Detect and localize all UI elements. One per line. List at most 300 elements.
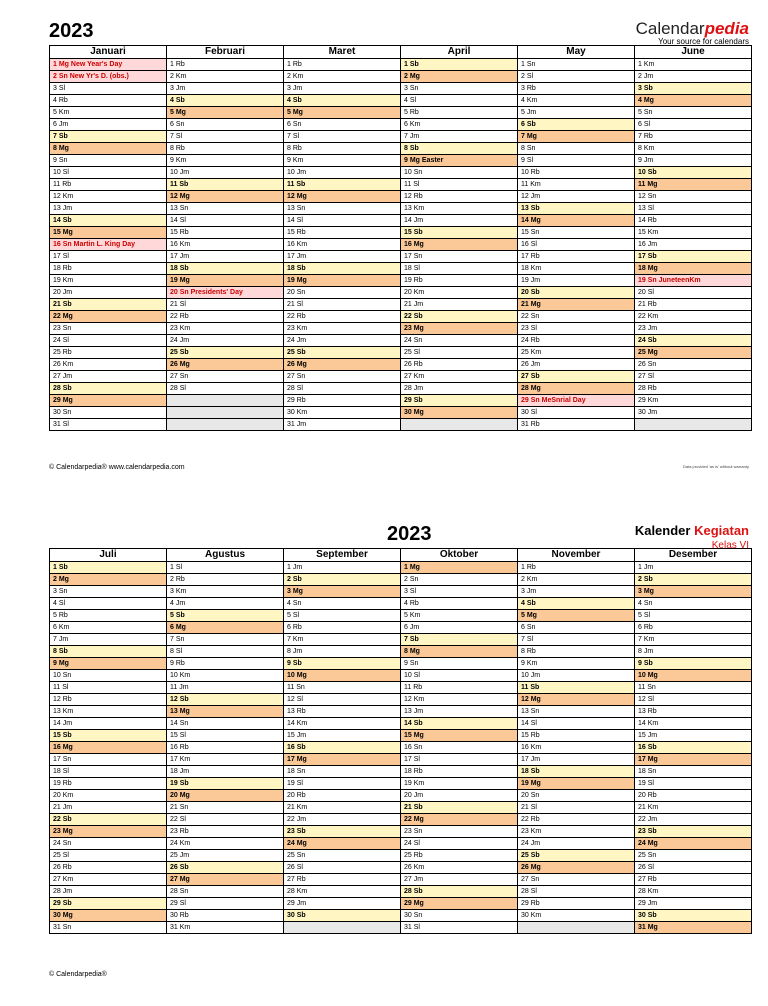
day-cell: 25 Sb bbox=[167, 347, 283, 359]
empty-day-cell bbox=[518, 922, 634, 934]
day-cell: 9 Km bbox=[167, 155, 283, 167]
day-cell: 2 Mg bbox=[401, 71, 517, 83]
day-cell: 14 Mg bbox=[518, 215, 634, 227]
day-cell: 22 Km bbox=[635, 311, 751, 323]
day-cell: 1 Km bbox=[635, 59, 751, 71]
day-cell: 6 Km bbox=[50, 622, 166, 634]
day-cell: 29 Sb bbox=[50, 898, 166, 910]
day-cell: 28 Km bbox=[284, 886, 400, 898]
day-cell: 4 Sb bbox=[167, 95, 283, 107]
day-cell: 9 Km bbox=[518, 658, 634, 670]
day-cell: 13 Jm bbox=[401, 706, 517, 718]
day-cell: 7 Rb bbox=[635, 131, 751, 143]
day-cell: 16 Km bbox=[167, 239, 283, 251]
day-cell: 17 Mg bbox=[284, 754, 400, 766]
brand-main: Calendar bbox=[635, 19, 705, 38]
day-cell: 7 Mg bbox=[518, 131, 634, 143]
day-cell: 27 Km bbox=[401, 371, 517, 383]
kalender-accent: Kegiatan bbox=[694, 523, 749, 538]
day-cell: 4 Jm bbox=[167, 598, 283, 610]
day-cell: 14 Rb bbox=[635, 215, 751, 227]
day-cell: 24 Sn bbox=[401, 335, 517, 347]
day-cell: 20 Km bbox=[401, 287, 517, 299]
day-cell: 10 Sl bbox=[401, 670, 517, 682]
day-cell: 13 Sb bbox=[518, 203, 634, 215]
day-cell: 3 Mg bbox=[635, 586, 751, 598]
month-header: Februari bbox=[167, 46, 283, 59]
day-cell: 18 Sl bbox=[50, 766, 166, 778]
day-cell: 10 Km bbox=[167, 670, 283, 682]
day-cell: 19 Km bbox=[401, 778, 517, 790]
day-cell: 17 Sn bbox=[50, 754, 166, 766]
day-cell: 15 Sb bbox=[401, 227, 517, 239]
day-cell: 20 Jm bbox=[401, 790, 517, 802]
month-column bbox=[284, 46, 401, 431]
day-cell: 5 Sb bbox=[167, 610, 283, 622]
day-cell: 7 Sb bbox=[50, 131, 166, 143]
month-column bbox=[635, 549, 752, 934]
day-cell: 21 Rb bbox=[635, 299, 751, 311]
day-cell: 25 Mg bbox=[635, 347, 751, 359]
day-cell: 22 Rb bbox=[518, 814, 634, 826]
day-cell: 21 Mg bbox=[518, 299, 634, 311]
day-cell: 21 Km bbox=[284, 802, 400, 814]
day-cell: 24 Jm bbox=[518, 838, 634, 850]
day-cell: 25 Rb bbox=[50, 347, 166, 359]
day-cell: 22 Sl bbox=[167, 814, 283, 826]
day-cell: 22 Sb bbox=[50, 814, 166, 826]
month-header: Januari bbox=[50, 46, 166, 59]
month-column bbox=[401, 46, 518, 431]
day-cell: 8 Rb bbox=[518, 646, 634, 658]
month-column bbox=[635, 46, 752, 431]
day-cell: 15 Jm bbox=[284, 730, 400, 742]
calendarpedia-logo bbox=[636, 20, 749, 46]
day-cell: 23 Sl bbox=[518, 323, 634, 335]
day-cell: 11 Sl bbox=[401, 179, 517, 191]
day-cell: 19 Sl bbox=[635, 778, 751, 790]
day-cell: 14 Sl bbox=[518, 718, 634, 730]
day-cell: 26 Sl bbox=[635, 862, 751, 874]
day-cell: 29 Km bbox=[635, 395, 751, 407]
day-cell: 6 Sn bbox=[167, 119, 283, 131]
day-cell: 9 Sb bbox=[284, 658, 400, 670]
month-header: Maret bbox=[284, 46, 400, 59]
day-cell: 6 Jm bbox=[50, 119, 166, 131]
day-cell: 23 Km bbox=[167, 323, 283, 335]
month-column bbox=[50, 549, 167, 934]
day-cell: 11 Sb bbox=[284, 179, 400, 191]
day-cell: 20 Mg bbox=[167, 790, 283, 802]
month-header: April bbox=[401, 46, 517, 59]
day-cell: 13 Mg bbox=[167, 706, 283, 718]
day-cell: 15 Rb bbox=[284, 227, 400, 239]
day-cell: 2 Sb bbox=[635, 574, 751, 586]
holiday-cell: 2 Sn New Yr's D. (obs.) bbox=[50, 71, 166, 83]
day-cell: 11 Km bbox=[518, 179, 634, 191]
day-cell: 18 Sn bbox=[284, 766, 400, 778]
day-cell: 8 Sb bbox=[401, 143, 517, 155]
day-cell: 3 Rb bbox=[518, 83, 634, 95]
day-cell: 28 Sl bbox=[167, 383, 283, 395]
day-cell: 12 Km bbox=[50, 191, 166, 203]
day-cell: 30 Mg bbox=[50, 910, 166, 922]
day-cell: 17 Sl bbox=[50, 251, 166, 263]
month-column bbox=[518, 549, 635, 934]
day-cell: 2 Jm bbox=[635, 71, 751, 83]
day-cell: 22 Rb bbox=[167, 311, 283, 323]
day-cell: 12 Rb bbox=[401, 191, 517, 203]
day-cell: 16 Km bbox=[284, 239, 400, 251]
day-cell: 27 Sb bbox=[518, 371, 634, 383]
day-cell: 22 Rb bbox=[284, 311, 400, 323]
day-cell: 12 Km bbox=[401, 694, 517, 706]
empty-day-cell bbox=[167, 395, 283, 407]
day-cell: 10 Sn bbox=[401, 167, 517, 179]
day-cell: 21 Sl bbox=[284, 299, 400, 311]
day-cell: 18 Sb bbox=[518, 766, 634, 778]
holiday-cell: 20 Sn Presidents' Day bbox=[167, 287, 283, 299]
day-cell: 17 Sb bbox=[635, 251, 751, 263]
day-cell: 21 Jm bbox=[50, 802, 166, 814]
day-cell: 26 Mg bbox=[518, 862, 634, 874]
day-cell: 28 Sb bbox=[50, 383, 166, 395]
day-cell: 29 Sb bbox=[401, 395, 517, 407]
day-cell: 19 Rb bbox=[401, 275, 517, 287]
day-cell: 3 Sl bbox=[401, 586, 517, 598]
day-cell: 28 Jm bbox=[401, 383, 517, 395]
day-cell: 24 Km bbox=[167, 838, 283, 850]
day-cell: 6 Rb bbox=[284, 622, 400, 634]
empty-day-cell bbox=[401, 419, 517, 431]
day-cell: 21 Km bbox=[635, 802, 751, 814]
day-cell: 29 Mg bbox=[50, 395, 166, 407]
day-cell: 4 Sn bbox=[284, 598, 400, 610]
day-cell: 14 Sl bbox=[284, 215, 400, 227]
day-cell: 9 Sb bbox=[635, 658, 751, 670]
footer-copyright: © Calendarpedia® www.calendarpedia.com bbox=[49, 464, 185, 471]
day-cell: 24 Mg bbox=[635, 838, 751, 850]
day-cell: 5 Mg bbox=[518, 610, 634, 622]
day-cell: 14 Sb bbox=[50, 215, 166, 227]
day-cell: 5 Sl bbox=[284, 610, 400, 622]
day-cell: 8 Sl bbox=[167, 646, 283, 658]
day-cell: 13 Sn bbox=[167, 203, 283, 215]
day-cell: 28 Rb bbox=[635, 383, 751, 395]
day-cell: 29 Jm bbox=[635, 898, 751, 910]
day-cell: 25 Sl bbox=[50, 850, 166, 862]
day-cell: 6 Rb bbox=[635, 622, 751, 634]
day-cell: 10 Jm bbox=[284, 167, 400, 179]
day-cell: 8 Mg bbox=[50, 143, 166, 155]
day-cell: 15 Rb bbox=[167, 227, 283, 239]
day-cell: 21 Sn bbox=[167, 802, 283, 814]
day-cell: 11 Jm bbox=[167, 682, 283, 694]
day-cell: 11 Rb bbox=[50, 179, 166, 191]
day-cell: 3 Mg bbox=[284, 586, 400, 598]
day-cell: 6 Sn bbox=[284, 119, 400, 131]
day-cell: 12 Jm bbox=[518, 191, 634, 203]
day-cell: 12 Rb bbox=[50, 694, 166, 706]
day-cell: 30 Rb bbox=[167, 910, 283, 922]
day-cell: 24 Mg bbox=[284, 838, 400, 850]
month-header: Desember bbox=[635, 549, 751, 562]
day-cell: 26 Sl bbox=[284, 862, 400, 874]
kalender-header bbox=[635, 523, 749, 551]
day-cell: 24 Sn bbox=[50, 838, 166, 850]
day-cell: 23 Rb bbox=[167, 826, 283, 838]
footer-disclaimer: Data provided 'as is' without warranty bbox=[682, 464, 749, 469]
day-cell: 1 Jm bbox=[284, 562, 400, 574]
day-cell: 8 Sb bbox=[50, 646, 166, 658]
day-cell: 9 Mg bbox=[50, 658, 166, 670]
day-cell: 4 Km bbox=[518, 95, 634, 107]
day-cell: 18 Sb bbox=[167, 263, 283, 275]
day-cell: 24 Jm bbox=[284, 335, 400, 347]
day-cell: 23 Sn bbox=[50, 323, 166, 335]
day-cell: 19 Sb bbox=[167, 778, 283, 790]
empty-day-cell bbox=[167, 407, 283, 419]
day-cell: 10 Sn bbox=[50, 670, 166, 682]
day-cell: 14 Km bbox=[284, 718, 400, 730]
day-cell: 18 Km bbox=[518, 263, 634, 275]
day-cell: 25 Rb bbox=[401, 850, 517, 862]
day-cell: 12 Sl bbox=[635, 694, 751, 706]
day-cell: 31 Jm bbox=[284, 419, 400, 431]
day-cell: 30 Sn bbox=[50, 407, 166, 419]
day-cell: 1 Sb bbox=[50, 562, 166, 574]
empty-day-cell bbox=[635, 419, 751, 431]
day-cell: 12 Sn bbox=[635, 191, 751, 203]
day-cell: 24 Jm bbox=[167, 335, 283, 347]
day-cell: 12 Sl bbox=[284, 694, 400, 706]
day-cell: 13 Km bbox=[401, 203, 517, 215]
day-cell: 25 Sn bbox=[284, 850, 400, 862]
day-cell: 9 Sn bbox=[50, 155, 166, 167]
day-cell: 1 Sl bbox=[167, 562, 283, 574]
footer-copyright: © Calendarpedia® bbox=[49, 971, 107, 978]
month-header: May bbox=[518, 46, 634, 59]
day-cell: 13 Sl bbox=[635, 203, 751, 215]
year-title: 2023 bbox=[387, 523, 432, 545]
day-cell: 5 Sl bbox=[635, 610, 751, 622]
day-cell: 25 Sl bbox=[401, 347, 517, 359]
day-cell: 13 Km bbox=[50, 706, 166, 718]
day-cell: 29 Sl bbox=[167, 898, 283, 910]
day-cell: 6 Jm bbox=[401, 622, 517, 634]
day-cell: 26 Jm bbox=[518, 359, 634, 371]
kalender-subtitle: Kelas VI bbox=[711, 540, 749, 551]
month-column bbox=[284, 549, 401, 934]
day-cell: 21 Sl bbox=[518, 802, 634, 814]
day-cell: 30 Sb bbox=[635, 910, 751, 922]
day-cell: 16 Mg bbox=[401, 239, 517, 251]
day-cell: 7 Sl bbox=[167, 131, 283, 143]
day-cell: 5 Rb bbox=[401, 107, 517, 119]
day-cell: 3 Jm bbox=[284, 83, 400, 95]
day-cell: 8 Rb bbox=[167, 143, 283, 155]
day-cell: 26 Mg bbox=[284, 359, 400, 371]
day-cell: 28 Mg bbox=[518, 383, 634, 395]
day-cell: 16 Sn bbox=[401, 742, 517, 754]
day-cell: 6 Sb bbox=[518, 119, 634, 131]
day-cell: 25 Sb bbox=[284, 347, 400, 359]
day-cell: 15 Sl bbox=[167, 730, 283, 742]
day-cell: 16 Mg bbox=[50, 742, 166, 754]
day-cell: 22 Jm bbox=[284, 814, 400, 826]
day-cell: 6 Sn bbox=[518, 622, 634, 634]
empty-day-cell bbox=[284, 922, 400, 934]
day-cell: 5 Rb bbox=[50, 610, 166, 622]
day-cell: 20 Rb bbox=[284, 790, 400, 802]
day-cell: 12 Mg bbox=[167, 191, 283, 203]
day-cell: 9 Mg Easter bbox=[401, 155, 517, 167]
day-cell: 4 Sn bbox=[635, 598, 751, 610]
day-cell: 8 Km bbox=[635, 143, 751, 155]
month-column bbox=[167, 46, 284, 431]
day-cell: 1 Rb bbox=[284, 59, 400, 71]
kalender-title: Kalender bbox=[634, 523, 691, 538]
day-cell: 31 Sl bbox=[401, 922, 517, 934]
day-cell: 14 Jm bbox=[401, 215, 517, 227]
day-cell: 1 Mg bbox=[401, 562, 517, 574]
day-cell: 16 Sb bbox=[284, 742, 400, 754]
day-cell: 26 Sn bbox=[635, 359, 751, 371]
day-cell: 2 Rb bbox=[167, 574, 283, 586]
day-cell: 23 Km bbox=[518, 826, 634, 838]
month-header: Oktober bbox=[401, 549, 517, 562]
day-cell: 22 Jm bbox=[635, 814, 751, 826]
day-cell: 23 Jm bbox=[635, 323, 751, 335]
month-header: September bbox=[284, 549, 400, 562]
day-cell: 4 Rb bbox=[401, 598, 517, 610]
day-cell: 17 Sl bbox=[401, 754, 517, 766]
day-cell: 26 Rb bbox=[50, 862, 166, 874]
day-cell: 2 Sb bbox=[284, 574, 400, 586]
day-cell: 6 Km bbox=[401, 119, 517, 131]
day-cell: 12 Mg bbox=[284, 191, 400, 203]
day-cell: 2 Km bbox=[284, 71, 400, 83]
day-cell: 30 Km bbox=[284, 407, 400, 419]
day-cell: 10 Sb bbox=[635, 167, 751, 179]
day-cell: 14 Km bbox=[635, 718, 751, 730]
day-cell: 2 Km bbox=[518, 574, 634, 586]
day-cell: 6 Sl bbox=[635, 119, 751, 131]
day-cell: 10 Sl bbox=[50, 167, 166, 179]
day-cell: 25 Sb bbox=[518, 850, 634, 862]
day-cell: 20 Km bbox=[50, 790, 166, 802]
day-cell: 26 Km bbox=[401, 862, 517, 874]
day-cell: 24 Sl bbox=[50, 335, 166, 347]
holiday-cell: 16 Sn Martin L. King Day bbox=[50, 239, 166, 251]
day-cell: 21 Jm bbox=[401, 299, 517, 311]
month-header: Juli bbox=[50, 549, 166, 562]
day-cell: 3 Sl bbox=[50, 83, 166, 95]
day-cell: 5 Km bbox=[50, 107, 166, 119]
day-cell: 3 Sn bbox=[401, 83, 517, 95]
day-cell: 5 Km bbox=[401, 610, 517, 622]
day-cell: 23 Mg bbox=[401, 323, 517, 335]
day-cell: 5 Sn bbox=[635, 107, 751, 119]
day-cell: 11 Sn bbox=[635, 682, 751, 694]
day-cell: 23 Km bbox=[284, 323, 400, 335]
day-cell: 20 Sl bbox=[635, 287, 751, 299]
day-cell: 17 Jm bbox=[284, 251, 400, 263]
day-cell: 3 Jm bbox=[167, 83, 283, 95]
day-cell: 11 Sb bbox=[167, 179, 283, 191]
day-cell: 1 Jm bbox=[635, 562, 751, 574]
day-cell: 26 Rb bbox=[401, 359, 517, 371]
day-cell: 11 Sl bbox=[50, 682, 166, 694]
day-cell: 28 Sn bbox=[167, 886, 283, 898]
day-cell: 12 Mg bbox=[518, 694, 634, 706]
day-cell: 7 Sl bbox=[518, 634, 634, 646]
month-grid bbox=[49, 548, 752, 934]
day-cell: 16 Jm bbox=[635, 239, 751, 251]
day-cell: 7 Sn bbox=[167, 634, 283, 646]
empty-day-cell bbox=[167, 419, 283, 431]
month-grid bbox=[49, 45, 752, 431]
day-cell: 2 Sl bbox=[518, 71, 634, 83]
day-cell: 17 Rb bbox=[518, 251, 634, 263]
day-cell: 8 Jm bbox=[284, 646, 400, 658]
day-cell: 22 Sb bbox=[401, 311, 517, 323]
day-cell: 18 Rb bbox=[401, 766, 517, 778]
day-cell: 13 Rb bbox=[284, 706, 400, 718]
day-cell: 8 Jm bbox=[635, 646, 751, 658]
day-cell: 29 Mg bbox=[401, 898, 517, 910]
day-cell: 19 Km bbox=[50, 275, 166, 287]
day-cell: 24 Sb bbox=[635, 335, 751, 347]
day-cell: 10 Mg bbox=[635, 670, 751, 682]
day-cell: 26 Km bbox=[50, 359, 166, 371]
day-cell: 4 Sl bbox=[401, 95, 517, 107]
day-cell: 31 Rb bbox=[518, 419, 634, 431]
holiday-cell: 1 Mg New Year's Day bbox=[50, 59, 166, 71]
day-cell: 9 Jm bbox=[635, 155, 751, 167]
day-cell: 10 Mg bbox=[284, 670, 400, 682]
day-cell: 14 Sn bbox=[167, 718, 283, 730]
day-cell: 26 Sb bbox=[167, 862, 283, 874]
day-cell: 12 Sb bbox=[167, 694, 283, 706]
day-cell: 31 Km bbox=[167, 922, 283, 934]
day-cell: 1 Sb bbox=[401, 59, 517, 71]
day-cell: 4 Sb bbox=[518, 598, 634, 610]
day-cell: 15 Sn bbox=[518, 227, 634, 239]
day-cell: 3 Jm bbox=[518, 586, 634, 598]
month-column bbox=[50, 46, 167, 431]
day-cell: 7 Sl bbox=[284, 131, 400, 143]
day-cell: 18 Sb bbox=[284, 263, 400, 275]
day-cell: 30 Mg bbox=[401, 407, 517, 419]
day-cell: 27 Sn bbox=[284, 371, 400, 383]
day-cell: 7 Sb bbox=[401, 634, 517, 646]
month-header: June bbox=[635, 46, 751, 59]
day-cell: 13 Sn bbox=[518, 706, 634, 718]
day-cell: 20 Rb bbox=[635, 790, 751, 802]
day-cell: 11 Sn bbox=[284, 682, 400, 694]
day-cell: 17 Jm bbox=[518, 754, 634, 766]
day-cell: 21 Sl bbox=[167, 299, 283, 311]
day-cell: 1 Sn bbox=[518, 59, 634, 71]
day-cell: 19 Jm bbox=[518, 275, 634, 287]
day-cell: 27 Km bbox=[50, 874, 166, 886]
day-cell: 8 Mg bbox=[401, 646, 517, 658]
day-cell: 10 Jm bbox=[518, 670, 634, 682]
day-cell: 10 Jm bbox=[167, 167, 283, 179]
day-cell: 21 Sb bbox=[50, 299, 166, 311]
day-cell: 30 Sb bbox=[284, 910, 400, 922]
